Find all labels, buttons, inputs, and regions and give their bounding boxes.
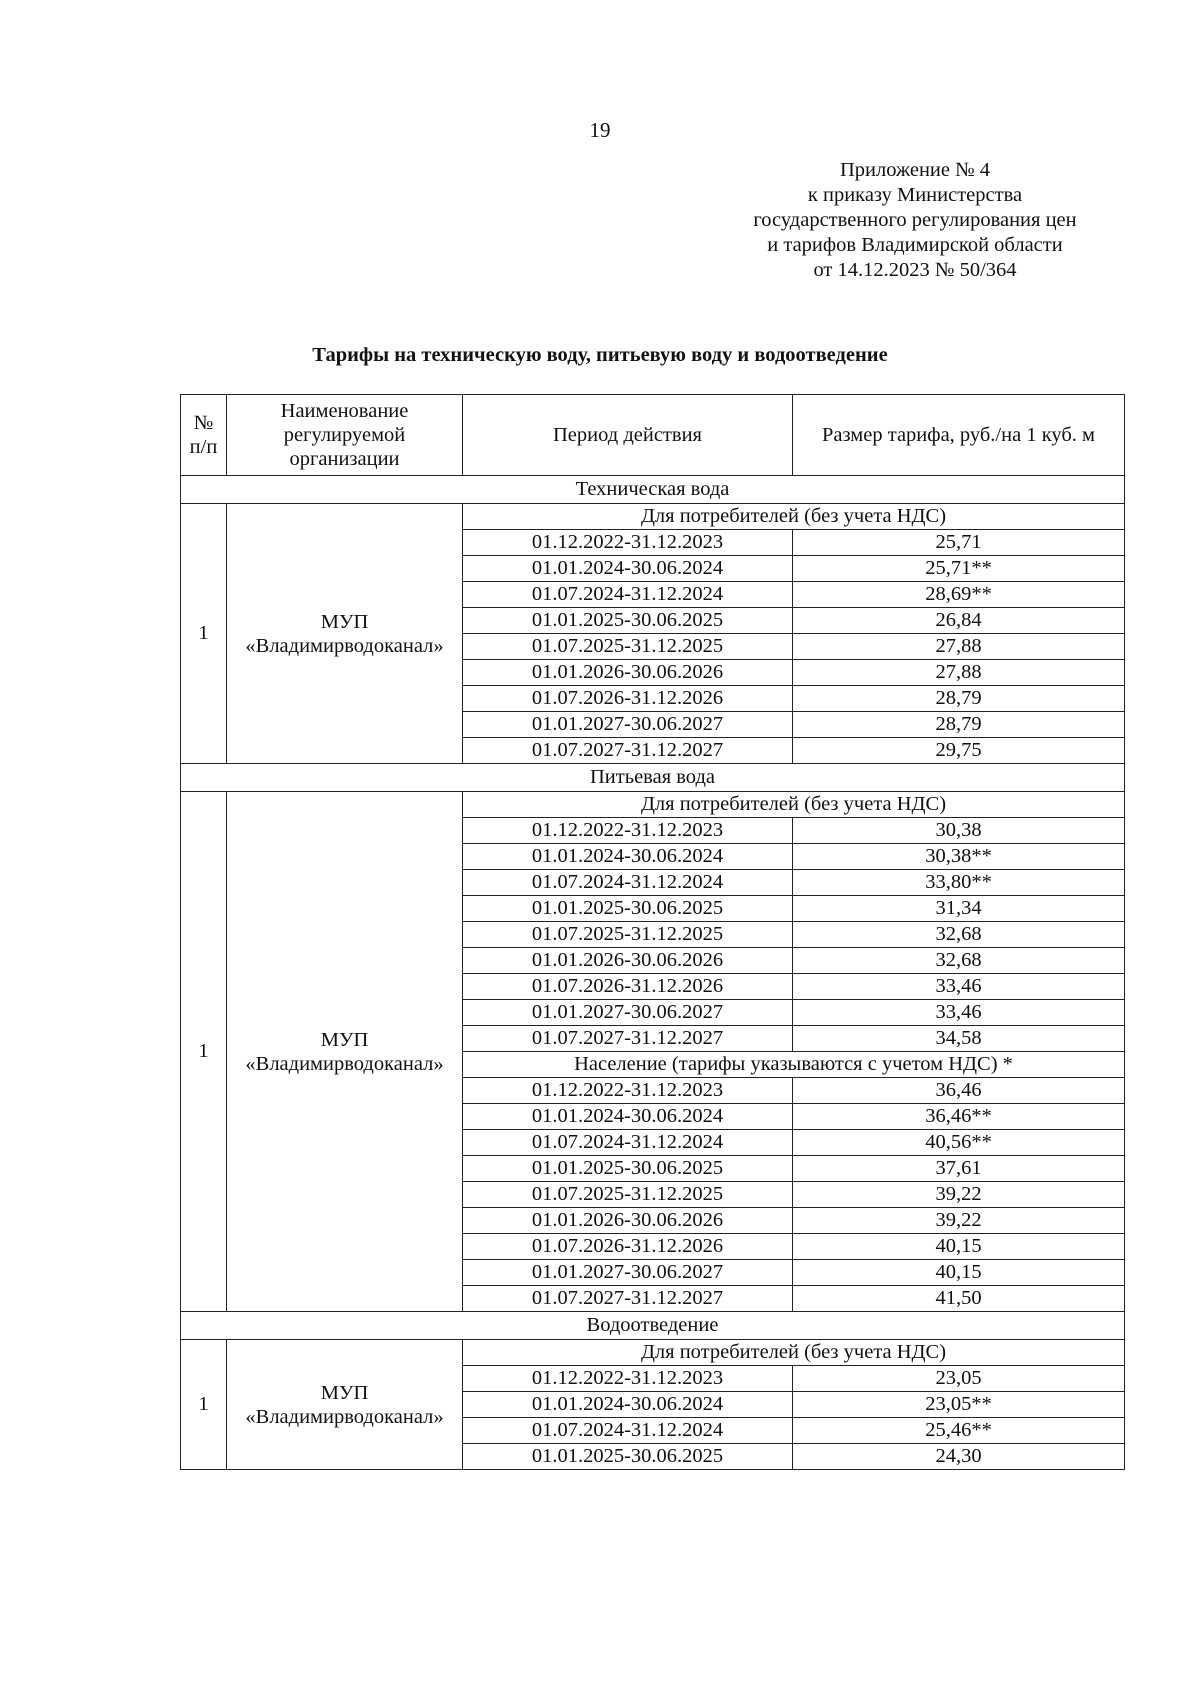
- group-row: [181, 792, 1125, 818]
- appendix-reference: [700, 158, 1130, 283]
- document-title: Тарифы на техническую воду, питьевую воду и водоотведение: [312, 344, 888, 366]
- period-cell: 01.07.2025-31.12.2025: [463, 1182, 793, 1208]
- header-org: Наименование регулируемой организации: [227, 395, 463, 476]
- period-cell: 01.01.2025-30.06.2025: [463, 896, 793, 922]
- tariff-cell: 27,88: [793, 660, 1125, 686]
- section-row: [181, 476, 1125, 504]
- organization-name: [227, 792, 463, 1312]
- tariff-cell: 40,15: [793, 1234, 1125, 1260]
- tariff-cell: 30,38: [793, 818, 1125, 844]
- period-cell: 01.01.2027-30.06.2027: [463, 1000, 793, 1026]
- organization-type: МУП: [320, 610, 369, 633]
- tariff-cell: 39,22: [793, 1208, 1125, 1234]
- consumer-group-label: Население (тарифы указываются с учетом НДС) *: [463, 1052, 1125, 1078]
- period-cell: 01.07.2027-31.12.2027: [463, 1286, 793, 1312]
- period-cell: 01.07.2024-31.12.2024: [463, 870, 793, 896]
- tariff-cell: 36,46**: [793, 1104, 1125, 1130]
- tariff-cell: 32,68: [793, 948, 1125, 974]
- consumer-group-label: Для потребителей (без учета НДС): [463, 504, 1125, 530]
- tariff-cell: 33,46: [793, 1000, 1125, 1026]
- period-cell: 01.01.2024-30.06.2024: [463, 844, 793, 870]
- page-number: 19: [589, 118, 611, 142]
- period-cell: 01.12.2022-31.12.2023: [463, 530, 793, 556]
- section-row: [181, 764, 1125, 792]
- appendix-line: Приложение № 4: [839, 159, 991, 181]
- period-cell: 01.01.2027-30.06.2027: [463, 1260, 793, 1286]
- period-cell: 01.01.2025-30.06.2025: [463, 608, 793, 634]
- consumer-group-label: Для потребителей (без учета НДС): [463, 1340, 1125, 1366]
- period-cell: 01.07.2024-31.12.2024: [463, 582, 793, 608]
- table-header-row: [181, 395, 1125, 476]
- period-cell: 01.07.2027-31.12.2027: [463, 1026, 793, 1052]
- appendix-line: от 14.12.2023 № 50/364: [813, 259, 1017, 281]
- tariff-cell: 37,61: [793, 1156, 1125, 1182]
- row-number: 1: [181, 792, 227, 1312]
- section-title: Питьевая вода: [181, 764, 1125, 792]
- period-cell: 01.01.2024-30.06.2024: [463, 1104, 793, 1130]
- period-cell: 01.01.2024-30.06.2024: [463, 1392, 793, 1418]
- appendix-line: и тарифов Владимирской области: [767, 234, 1063, 256]
- organization-title: «Владимирводоканал»: [245, 1405, 444, 1428]
- header-num: № п/п: [181, 395, 227, 476]
- tariff-cell: 33,46: [793, 974, 1125, 1000]
- tariff-cell: 31,34: [793, 896, 1125, 922]
- appendix-line: государственного регулирования цен: [753, 209, 1077, 231]
- tariff-cell: 32,68: [793, 922, 1125, 948]
- tariff-cell: 36,46: [793, 1078, 1125, 1104]
- tariff-cell: 41,50: [793, 1286, 1125, 1312]
- period-cell: 01.07.2026-31.12.2026: [463, 686, 793, 712]
- tariff-cell: 23,05**: [793, 1392, 1125, 1418]
- period-cell: 01.01.2024-30.06.2024: [463, 556, 793, 582]
- group-row: [181, 504, 1125, 530]
- period-cell: 01.07.2024-31.12.2024: [463, 1130, 793, 1156]
- period-cell: 01.07.2025-31.12.2025: [463, 922, 793, 948]
- organization-type: МУП: [320, 1381, 369, 1404]
- tariff-cell: 25,46**: [793, 1418, 1125, 1444]
- appendix-line: к приказу Министерства: [807, 184, 1023, 206]
- tariff-cell: 40,15: [793, 1260, 1125, 1286]
- tariff-cell: 34,58: [793, 1026, 1125, 1052]
- period-cell: 01.12.2022-31.12.2023: [463, 1078, 793, 1104]
- header-period: Период действия: [463, 395, 793, 476]
- table-body: [181, 476, 1125, 1470]
- tariff-cell: 25,71: [793, 530, 1125, 556]
- period-cell: 01.01.2025-30.06.2025: [463, 1156, 793, 1182]
- row-number: 1: [181, 1340, 227, 1470]
- period-cell: 01.12.2022-31.12.2023: [463, 818, 793, 844]
- period-cell: 01.01.2025-30.06.2025: [463, 1444, 793, 1470]
- row-number: 1: [181, 504, 227, 764]
- section-title: Водоотведение: [181, 1312, 1125, 1340]
- period-cell: 01.01.2026-30.06.2026: [463, 660, 793, 686]
- period-cell: 01.01.2026-30.06.2026: [463, 1208, 793, 1234]
- tariff-cell: 23,05: [793, 1366, 1125, 1392]
- period-cell: 01.01.2027-30.06.2027: [463, 712, 793, 738]
- tariff-cell: 29,75: [793, 738, 1125, 764]
- tariff-cell: 40,56**: [793, 1130, 1125, 1156]
- organization-title: «Владимирводоканал»: [245, 634, 444, 657]
- header-tariff: Размер тарифа, руб./на 1 куб. м: [793, 395, 1125, 476]
- period-cell: 01.07.2027-31.12.2027: [463, 738, 793, 764]
- tariff-cell: 26,84: [793, 608, 1125, 634]
- tariff-cell: 24,30: [793, 1444, 1125, 1470]
- organization-name: [227, 1340, 463, 1470]
- tariff-cell: 28,69**: [793, 582, 1125, 608]
- period-cell: 01.12.2022-31.12.2023: [463, 1366, 793, 1392]
- period-cell: 01.07.2026-31.12.2026: [463, 974, 793, 1000]
- section-title: Техническая вода: [181, 476, 1125, 504]
- consumer-group-label: Для потребителей (без учета НДС): [463, 792, 1125, 818]
- tariff-cell: 27,88: [793, 634, 1125, 660]
- section-row: [181, 1312, 1125, 1340]
- tariff-cell: 28,79: [793, 686, 1125, 712]
- period-cell: 01.01.2026-30.06.2026: [463, 948, 793, 974]
- tariff-cell: 33,80**: [793, 870, 1125, 896]
- group-row: [181, 1340, 1125, 1366]
- tariff-cell: 28,79: [793, 712, 1125, 738]
- period-cell: 01.07.2024-31.12.2024: [463, 1418, 793, 1444]
- organization-name: [227, 504, 463, 764]
- tariff-cell: 39,22: [793, 1182, 1125, 1208]
- period-cell: 01.07.2026-31.12.2026: [463, 1234, 793, 1260]
- period-cell: 01.07.2025-31.12.2025: [463, 634, 793, 660]
- tariff-cell: 25,71**: [793, 556, 1125, 582]
- tariff-cell: 30,38**: [793, 844, 1125, 870]
- tariff-table: [180, 394, 1125, 1470]
- organization-type: МУП: [320, 1028, 369, 1051]
- organization-title: «Владимирводоканал»: [245, 1052, 444, 1075]
